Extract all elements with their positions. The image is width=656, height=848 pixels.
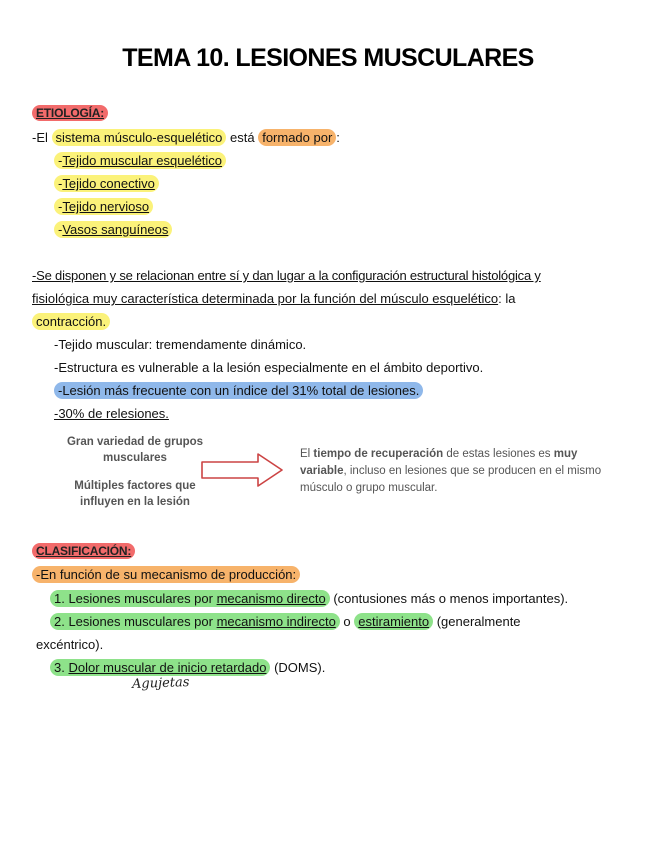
clasificacion-intro: -En función de su mecanismo de producción: xyxy=(32,566,300,583)
item3-prefix: 3. xyxy=(54,660,69,675)
contraccion-highlight: contracción. xyxy=(32,313,110,330)
bullet-3 xyxy=(54,381,423,401)
intro-part-e: : xyxy=(336,130,340,145)
right-arrow-icon xyxy=(200,452,286,488)
item2-tail: (generalmente xyxy=(433,614,521,629)
clasificacion-heading-line xyxy=(32,541,135,561)
bullet-1: -Tejido muscular: tremendamente dinámico. xyxy=(54,337,307,352)
tissue-item-1 xyxy=(54,151,226,171)
tissue-text: Vasos sanguíneos xyxy=(62,222,169,237)
tissue-item-2 xyxy=(54,174,159,194)
bullet-4: -30% de relesiones. xyxy=(54,406,169,421)
etiologia-heading: ETIOLOGÍA: xyxy=(32,105,108,121)
item2-stretch: estiramiento xyxy=(354,613,433,630)
bullet-3-highlight: -Lesión más frecuente con un índice del 31% total de lesiones. xyxy=(54,382,423,399)
paragraph-line-1: -Se disponen y se relacionan entre sí y dan lugar a la configuración estructural histológica y xyxy=(32,268,541,283)
diagram-left-bottom: Múltiples factores que influyen en la lesión xyxy=(74,480,196,508)
bullet-2: -Estructura es vulnerable a la lesión especialmente en el ámbito deportivo. xyxy=(54,360,484,375)
clasificacion-heading: CLASIFICACIÓN: xyxy=(32,543,135,559)
tissue-text: Tejido nervioso xyxy=(62,199,150,214)
paragraph-line-3 xyxy=(32,312,110,332)
tissue-prefix: - xyxy=(58,153,63,168)
page-title: TEMA 10. LESIONES MUSCULARES xyxy=(122,44,534,72)
tissue-prefix: - xyxy=(58,199,63,214)
recovery-bold-variable: muy variable xyxy=(300,448,578,477)
tissue-prefix: - xyxy=(58,176,63,191)
intro-part-a: -El xyxy=(32,130,52,145)
diagram-left-top: Gran variedad de grupos musculares xyxy=(66,436,204,464)
tissue-prefix: - xyxy=(58,222,63,237)
paragraph-caracteristica: muy característica determinada por la función del músculo esquelético xyxy=(89,291,499,306)
paragraph-line-2 xyxy=(32,289,515,309)
diagram-right-text xyxy=(300,446,610,497)
clasificacion-intro-line xyxy=(32,565,300,585)
recovery-e: , incluso en lesiones que se producen en el mismo músculo o grupo muscular. xyxy=(300,465,602,494)
item3-doms: Dolor muscular de inicio retardado xyxy=(68,660,267,675)
intro-part-c: está xyxy=(226,130,259,145)
tissue-text: Tejido muscular esquelético xyxy=(62,153,223,168)
item3-tail: (DOMS). xyxy=(270,660,326,675)
tissue-item-4 xyxy=(54,220,172,240)
etiologia-heading-line xyxy=(32,103,108,123)
paragraph-fisiologica: fisiológica xyxy=(32,291,90,306)
item1-prefix: 1. Lesiones musculares por xyxy=(54,591,217,606)
paragraph-tail: : la xyxy=(498,291,516,306)
tissue-item-3 xyxy=(54,197,153,217)
intro-highlight-formado: formado por xyxy=(258,129,336,146)
intro-highlight-system: sistema músculo-esquelético xyxy=(52,129,227,146)
recovery-a: El xyxy=(300,448,314,460)
recovery-c: de estas lesiones es xyxy=(443,448,554,460)
tissue-text: Tejido conectivo xyxy=(62,176,155,191)
item2-or: o xyxy=(339,614,355,629)
classification-item-2-cont: excéntrico). xyxy=(36,637,104,652)
item2-prefix: 2. Lesiones musculares por xyxy=(54,614,217,629)
item2-mechanism: mecanismo indirecto xyxy=(216,614,336,629)
classification-item-2 xyxy=(50,612,521,632)
handwritten-note: Agujetas xyxy=(131,675,190,692)
item1-tail: (contusiones más o menos importantes). xyxy=(329,591,569,606)
etiologia-intro xyxy=(32,128,340,148)
item1-mechanism: mecanismo directo xyxy=(216,591,326,606)
classification-item-1 xyxy=(50,589,568,609)
recovery-bold-time: tiempo de recuperación xyxy=(313,448,444,460)
